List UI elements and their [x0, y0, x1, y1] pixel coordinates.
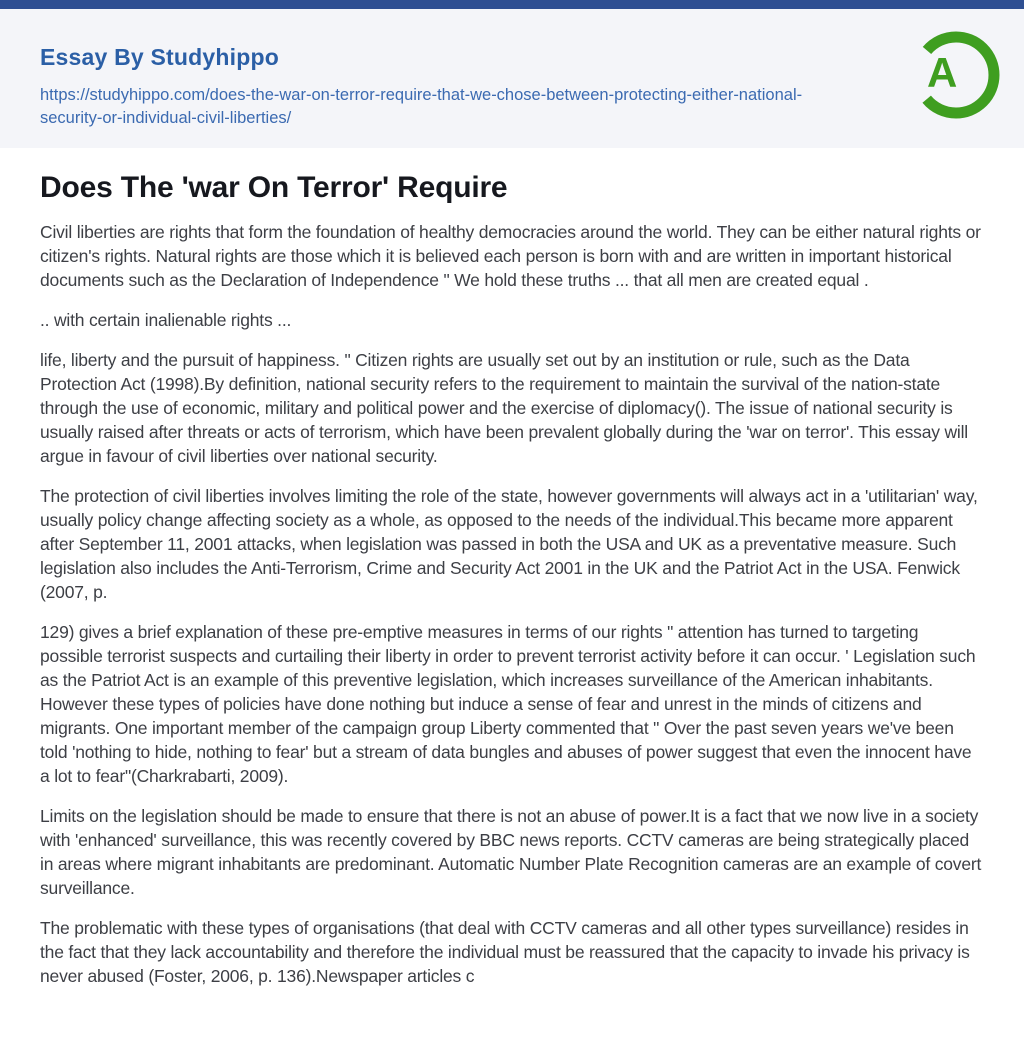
logo-letter: A — [927, 49, 958, 96]
essay-paragraph: Limits on the legislation should be made to ensure that there is not an abuse of power.It is a fact that we now live in a society with 'enhanced' surveillance, this was recently covered by BBC news reports. CCTV cameras are being strategically placed in areas where migrant inhabitants are predominant. Automatic Number Plate Recognition cameras are an example of covert surveillance. — [40, 806, 982, 898]
essay-paragraph: The protection of civil liberties involves limiting the role of the state, however governments will always act in a 'utilitarian' way, usually policy change affecting society as a whole, as opposed to the needs of the individual.This became more apparent after September 11, 2001 attacks, when legislation was passed in both the USA and UK as a preventative measure. Such legislation also includes the Anti-Terrorism, Crime and Security Act 2001 in the UK and the Patriot Act in the USA. Fenwick (2007, p. — [40, 486, 978, 602]
site-brand-title: Essay By Studyhippo — [40, 44, 279, 70]
essay-paragraph: The problematic with these types of organisations (that deal with CCTV cameras and all other types surveillance) resides in the fact that they lack accountability and therefore the individual must be reassured that the capacity to invade his privacy is never abused (Foster, 2006, p. 136).Newspaper articles c — [40, 918, 970, 986]
essay-title: Does The 'war On Terror' Require — [40, 171, 508, 204]
essay-paragraph: Civil liberties are rights that form the foundation of healthy democracies around the world. They can be either natural rights or citizen's rights. Natural rights are those which it is believed each person is born with and are written in important historical documents such as the Declaration of Independence " We hold these truths ... that all men are created equal . — [40, 222, 981, 290]
essay-paragraph: 129) gives a brief explanation of these pre-emptive measures in terms of our rights " attention has turned to targeting possible terrorist suspects and curtailing their liberty in order to prevent terrorist activity before it can occur. ' Legislation such as the Patriot Act is an example of this preventive legislation, which increases surveillance of the American inhabitants. However these types of policies have done nothing but induce a sense of fear and unrest in the minds of citizens and migrants. One important member of the campaign group Liberty commented that " Over the past seven years we've been told 'nothing to hide, nothing to fear' but a stream of data bungles and abuses of power suggest that even the innocent have a lot to fear"(Charkrabarti, 2009). — [40, 622, 976, 786]
essay-paragraph: life, liberty and the pursuit of happiness. " Citizen rights are usually set out by an institution or rule, such as the Data Protection Act (1998).By definition, national security refers to the requirement to maintain the survival of the nation-state through the use of economic, military and political power and the exercise of diplomacy(). The issue of national security is usually raised after threats or acts of terrorism, which have been prevalent globally during the 'war on terror'. This essay will argue in favour of civil liberties over national security. — [40, 350, 968, 466]
page-header — [0, 9, 1024, 148]
studyhippo-logo-icon — [912, 31, 1000, 119]
essay-content — [0, 170, 1024, 988]
top-accent-bar — [0, 0, 1024, 9]
article-url-link[interactable]: https://studyhippo.com/does-the-war-on-terror-require-that-we-chose-between-protecting-either-national-security-or-individual-civil-liberties/ — [40, 86, 803, 127]
essay-body — [40, 220, 984, 988]
essay-paragraph: .. with certain inalienable rights ... — [40, 310, 292, 330]
